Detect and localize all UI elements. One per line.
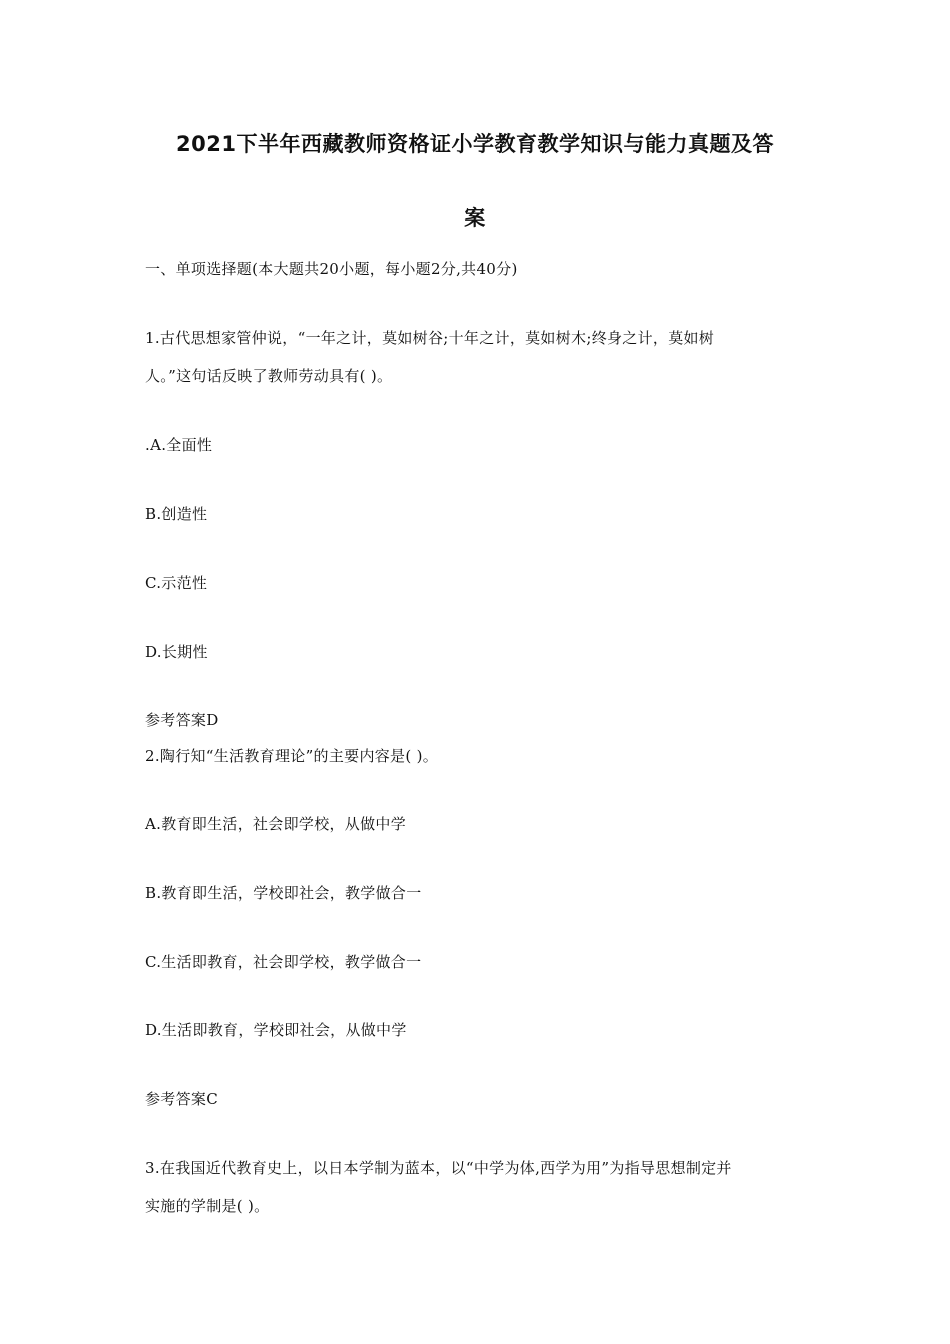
section-heading: 一、单项选择题(本大题共20小题，每小题2分,共40分)	[145, 260, 518, 278]
question-2-answer: 参考答案C	[145, 1090, 218, 1108]
question-1-stem-line-1: 1.古代思想家管仲说，“一年之计，莫如树谷;十年之计，莫如树木;终身之计，莫如树	[145, 329, 715, 347]
document-title-line-1: 2021下半年西藏教师资格证小学教育教学知识与能力真题及答	[176, 132, 774, 156]
question-1-option-a: .A.全面性	[145, 436, 213, 454]
question-1-stem-line-2: 人。”这句话反映了教师劳动具有( )。	[145, 367, 393, 385]
question-1-option-b: B.创造性	[145, 505, 208, 523]
question-3-stem-line-2: 实施的学制是( )。	[145, 1197, 270, 1215]
question-1-option-c: C.示范性	[145, 574, 208, 592]
question-3-stem-line-1: 3.在我国近代教育史上，以日本学制为蓝本，以“中学为体,西学为用”为指导思想制定并	[145, 1159, 732, 1177]
document-title-line-2: 案	[464, 206, 486, 230]
question-2-option-d: D.生活即教育，学校即社会，从做中学	[145, 1021, 407, 1039]
question-1-answer: 参考答案D	[145, 711, 219, 729]
question-1-option-d: D.长期性	[145, 643, 208, 661]
question-2-option-a: A.教育即生活，社会即学校，从做中学	[145, 815, 407, 833]
question-2-option-c: C.生活即教育，社会即学校，教学做合一	[145, 953, 422, 971]
question-2-option-b: B.教育即生活，学校即社会，教学做合一	[145, 884, 422, 902]
question-2-stem: 2.陶行知“生活教育理论”的主要内容是( )。	[145, 747, 439, 765]
